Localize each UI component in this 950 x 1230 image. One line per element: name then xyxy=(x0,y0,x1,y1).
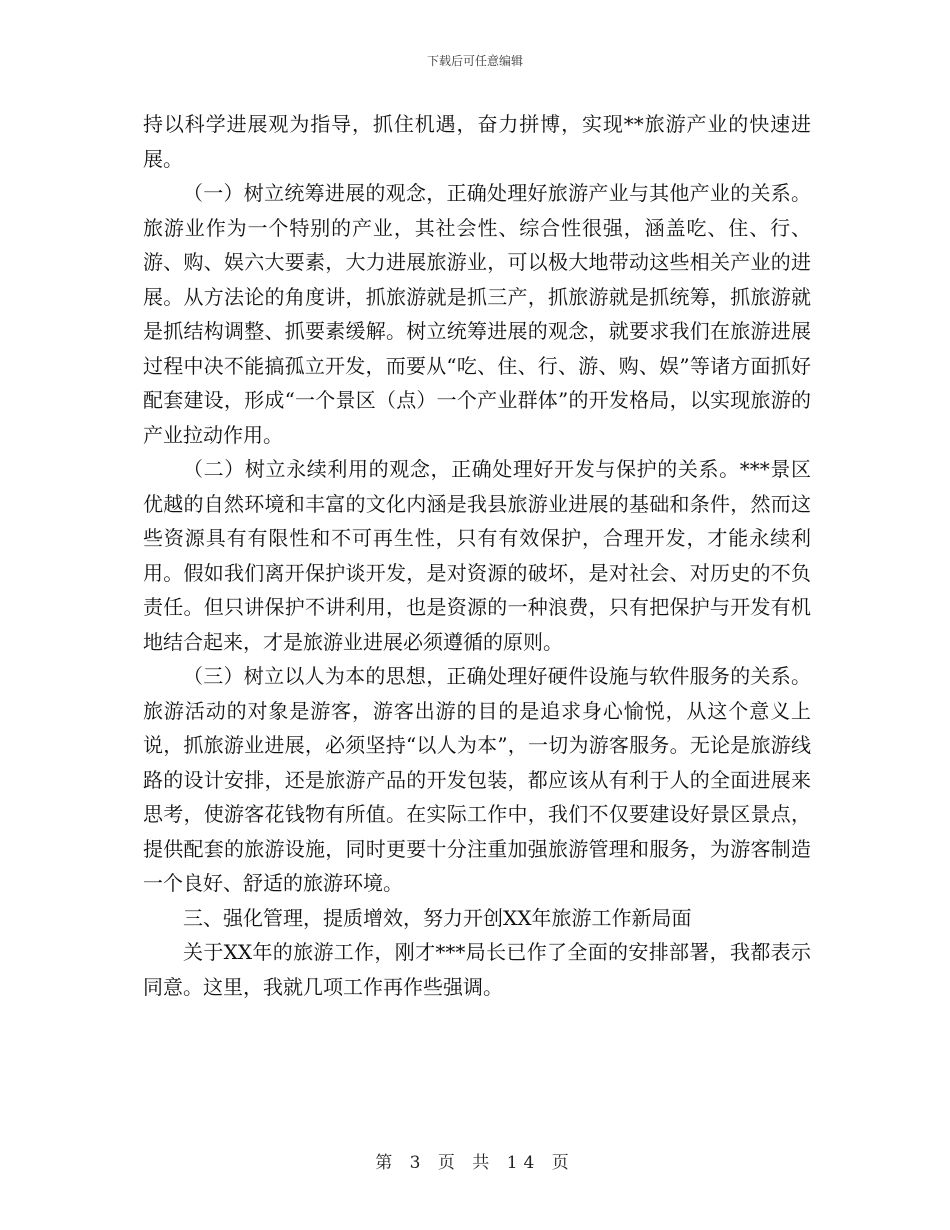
paragraph-people-oriented: （三）树立以人为本的思想，正确处理好硬件设施与软件服务的关系。旅游活动的对象是游客，游客出游的目的是追求身心愉悦，从这个意义上说，抓旅游业进展，必须坚持“以人为本”，一切为游客服务。无论是旅游线路的设计安排，还是旅游产品的开发包装，都应该从有利于人的全面进展来思考，使游客花钱物有所值。在实际工作中，我们不仅要建设好景区景点，提供配套的旅游设施，同时更要十分注重加强旅游管理和服务，为游客制造一个良好、舒适的旅游环境。 xyxy=(143,664,811,895)
page-footer: 第 3 页 共 14 页 xyxy=(375,1153,575,1173)
page-header: 下载后可任意编辑 xyxy=(426,54,523,68)
section-heading-three: 三、强化管理，提质增效，努力开创XX年旅游工作新局面 xyxy=(183,905,692,930)
paragraph-coordinated-development: （一）树立统筹进展的观念，正确处理好旅游产业与其他产业的关系。旅游业作为一个特别的产业，其社会性、综合性很强，涵盖吃、住、行、游、购、娱六大要素，大力进展旅游业，可以极大地带动这些相关产业的进展。从方法论的角度讲，抓旅游就是抓三产，抓旅游就是抓统筹，抓旅游就是抓结构调整、抓要素缓解。树立统筹进展的观念，就要求我们在旅游进展过程中决不能搞孤立开发，而要从“吃、住、行、游、购、娱”等诸方面抓好配套建设，形成“一个景区（点）一个产业群体”的开发格局，以实现旅游的产业拉动作用。 xyxy=(143,181,811,447)
paragraph-work-arrangement: 关于XX年的旅游工作，刚才***局长已作了全面的安排部署，我都表示同意。这里，我就几项工作再作些强调。 xyxy=(143,940,811,999)
paragraph-continuation: 持以科学进展观为指导，抓住机遇，奋力拼博，实现**旅游产业的快速进展。 xyxy=(143,112,811,171)
paragraph-sustainable-use: （二）树立永续利用的观念，正确处理好开发与保护的关系。***景区优越的自然环境和丰富的文化内涵是我县旅游业进展的基础和条件，然而这些资源具有有限性和不可再生性，只有有效保护，合理开发，才能永续利用。假如我们离开保护谈开发，是对资源的破坏，是对社会、对历史的不负责任。但只讲保护不讲利用，也是资源的一种浪费，只有把保护与开发有机地结合起来，才是旅游业进展必须遵循的原则。 xyxy=(143,457,811,654)
document-body xyxy=(143,107,811,1004)
